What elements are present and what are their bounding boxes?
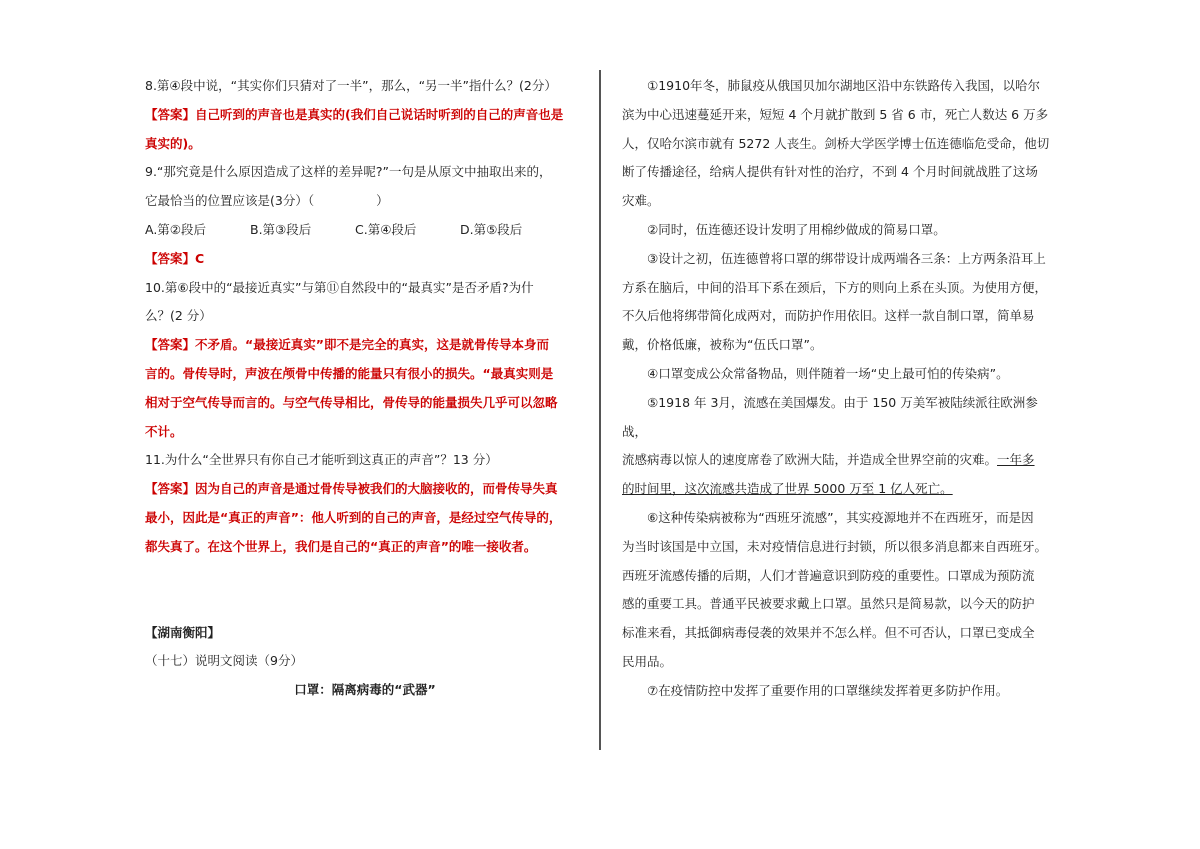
paragraph-6: ⑥这种传染病被称为“西班牙流感”，其实疫源地并不在西班牙，而是因 xyxy=(647,509,1034,525)
paragraph-6-line2: 为当时该国是中立国，未对疫情信息进行封锁，所以很多消息都来自西班牙。 xyxy=(622,538,1048,554)
paragraph-6-line6: 民用品。 xyxy=(622,653,673,669)
answer-11-line3: 都失真了。在这个世界上，我们是自己的“真正的声音”的唯一接收者。 xyxy=(145,538,537,554)
paragraph-3-line4: 戴，价格低廉，被称为“伍氏口罩”。 xyxy=(622,337,823,353)
answer-8 xyxy=(145,101,585,130)
answer-10-text: 不矛盾。“最接近真实”即不是完全的真实，这是就骨传导本身而 xyxy=(195,337,549,353)
question-9-close: ） xyxy=(376,193,389,209)
paragraph-1-line3: 人，仅哈尔滨市就有 5272 人丧生。剑桥大学医学博士伍连德临危受命，他切 xyxy=(622,135,1050,151)
paragraph-1: ①1910年冬，肺鼠疫从俄国贝加尔湖地区沿中东铁路传入我国，以哈尔 xyxy=(647,78,1041,93)
option-c: C.第④段后 xyxy=(355,221,417,237)
question-9: 9.“那究竟是什么原因造成了这样的差异呢?”一句是从原文中抽取出来的， xyxy=(145,164,552,180)
paragraph-5-line3 xyxy=(622,475,1050,504)
right-column xyxy=(622,72,1050,706)
answer-9-text: C xyxy=(195,250,205,266)
paragraph-1-line2: 滨为中心迅速蔓延开来，短短 4 个月就扩散到 5 省 6 市，死亡人数达 6 万多 xyxy=(622,106,1049,122)
underlined-text: 一年多 xyxy=(997,452,1035,468)
paragraph-5: ⑤1918 年 3月，流感在美国爆发。由于 150 万美军被陆续派往欧洲参战， xyxy=(622,394,1038,439)
answer-tag: 【答案】 xyxy=(145,250,196,266)
answer-11 xyxy=(145,475,585,504)
answer-tag: 【答案】 xyxy=(145,337,196,353)
paragraph-4: ④口罩变成公众常备物品，则伴随着一场“史上最可怕的传染病”。 xyxy=(647,365,1009,381)
region-heading: 【湖南衡阳】 xyxy=(145,624,221,640)
answer-8-text: 自己听到的声音也是真实的(我们自己说话时听到的自己的声音也是 xyxy=(195,106,564,122)
paragraph-6-line4: 感的重要工具。普通平民被要求戴上口罩。虽然只是简易款，以今天的防护 xyxy=(622,596,1035,612)
answer-10-line3: 相对于空气传导而言的。与空气传导相比，骨传导的能量损失几乎可以忽略 xyxy=(145,394,558,410)
paragraph-3-line2: 方系在脑后，中间的沿耳下系在颈后，下方的则向上系在头顶。为使用方便， xyxy=(622,279,1048,295)
answer-tag: 【答案】 xyxy=(145,481,196,497)
answer-11-text: 因为自己的声音是通过骨传导被我们的大脑接收的，而骨传导失真 xyxy=(195,481,558,497)
question-10: 10.第⑥段中的“最接近真实”与第⑪自然段中的“最真实”是否矛盾?为什 xyxy=(145,279,534,295)
section-heading: （十七）说明文阅读（9分） xyxy=(145,653,303,669)
paragraph-3: ③设计之初，伍连德曾将口罩的绑带设计成两端各三条：上方两条沿耳上 xyxy=(647,250,1046,266)
options-row xyxy=(145,216,585,245)
answer-10-line2: 言的。骨传导时，声波在颅骨中传播的能量只有很小的损失。“最真实则是 xyxy=(145,365,554,381)
paragraph-5-text: 流感病毒以惊人的速度席卷了欧洲大陆，并造成全世界空前的灾难。 xyxy=(622,452,998,468)
answer-tag: 【答案】 xyxy=(145,106,196,122)
underlined-text: 的时间里，这次流感共造成了世界 5000 万至 1 亿人死亡。 xyxy=(622,481,953,497)
paragraph-5-line2 xyxy=(622,446,1050,475)
option-d: D.第⑤段后 xyxy=(460,221,523,237)
answer-10-line4: 不计。 xyxy=(145,423,183,439)
paragraph-6-line5: 标准来看，其抵御病毒侵袭的效果并不怎么样。但不可否认，口罩已变成全 xyxy=(622,625,1035,641)
question-11: 11.为什么“全世界只有你自己才能听到这真正的声音”？13 分） xyxy=(145,452,498,468)
answer-11-line2: 最小，因此是“真正的声音”：他人听到的自己的声音，是经过空气传导的， xyxy=(145,509,562,525)
question-8: 8.第④段中说，“其实你们只猜对了一半”，那么，“另一半”指什么？(2分） xyxy=(145,78,557,93)
option-b: B.第③段后 xyxy=(250,221,312,237)
paragraph-1-line5: 灾难。 xyxy=(622,193,660,209)
question-9-text: 它最恰当的位置应该是(3分）（ xyxy=(145,193,315,209)
paragraph-2: ②同时，伍连德还设计发明了用棉纱做成的简易口罩。 xyxy=(647,221,946,237)
column-divider xyxy=(599,70,601,750)
answer-8-cont: 真实的)。 xyxy=(145,135,201,151)
paragraph-3-line3: 不久后他将绑带简化成两对，而防护作用依旧。这样一款自制口罩，简单易 xyxy=(622,308,1035,324)
paragraph-7: ⑦在疫情防控中发挥了重要作用的口罩继续发挥着更多防护作用。 xyxy=(647,682,1009,698)
answer-10 xyxy=(145,331,585,360)
option-a: A.第②段后 xyxy=(145,221,207,237)
answer-9 xyxy=(145,245,585,274)
article-title: 口罩：隔离病毒的“武器” xyxy=(294,682,436,698)
paragraph-1-line4: 断了传播途径，给病人提供有针对性的治疗，不到 4 个月时间就战胜了这场 xyxy=(622,164,1038,180)
question-9-cont xyxy=(145,187,585,216)
paragraph-6-line3: 西班牙流感传播的后期，人们才普遍意识到防疫的重要性。口罩成为预防流 xyxy=(622,567,1035,583)
left-column xyxy=(145,72,585,705)
spacer xyxy=(145,562,585,619)
question-10-cont: 么？(2 分） xyxy=(145,308,212,324)
